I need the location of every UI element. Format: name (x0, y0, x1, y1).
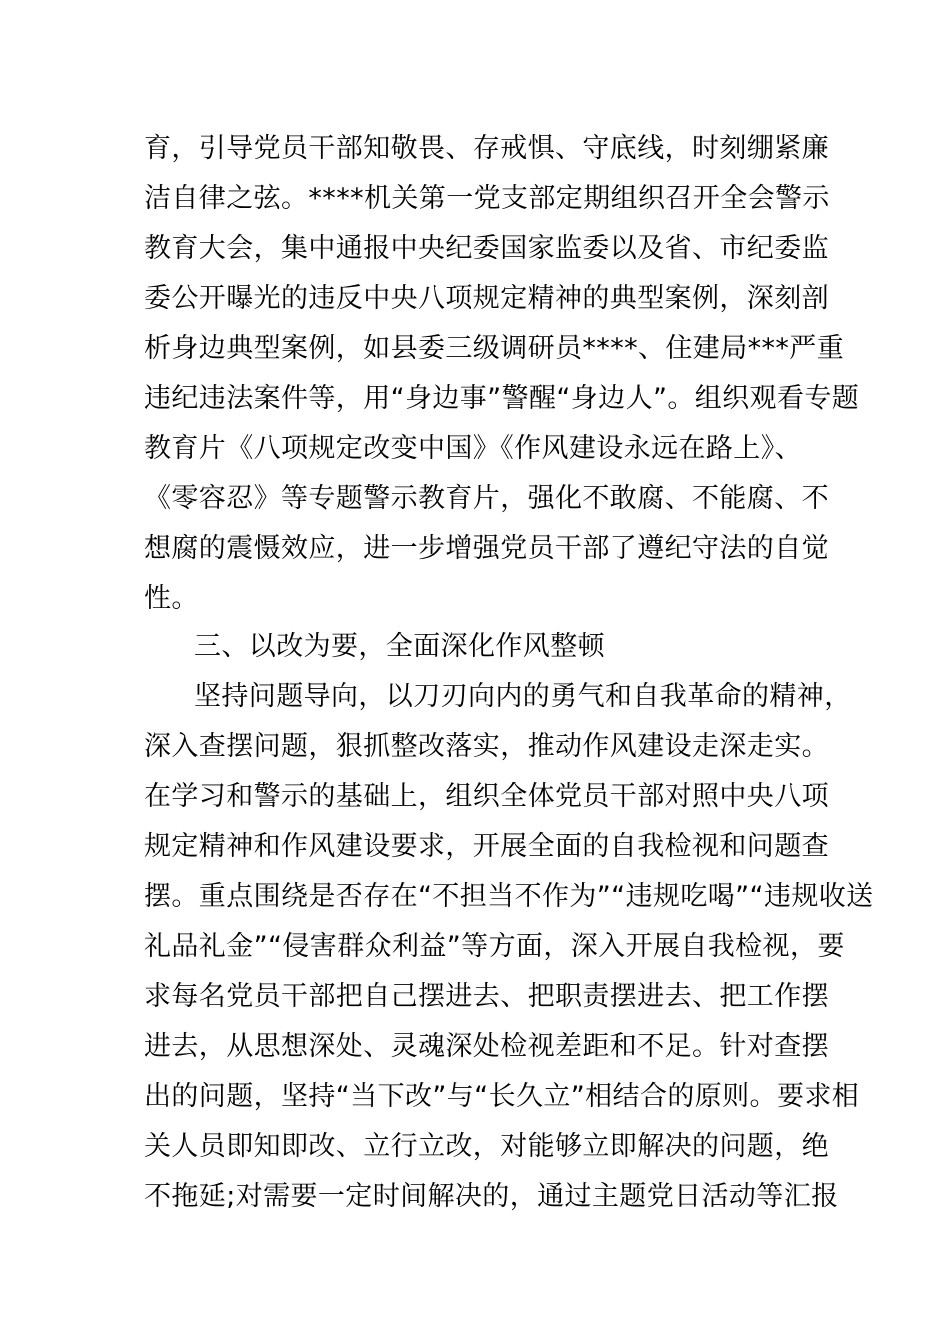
text-line: 坚持问题导向，以刀刃向内的勇气和自我革命的精神， (194, 681, 852, 712)
text-line: 出的问题，坚持“当下改”与“长久立”相结合的原则。要求相 (144, 1081, 860, 1112)
text-line: 规定精神和作风建设要求，开展全面的自我检视和问题查 (144, 831, 829, 862)
text-line: 教育片《八项规定改变中国》《作风建设永远在路上》、 (144, 433, 802, 464)
text-line: 在学习和警示的基础上，组织全体党员干部对照中央八项 (144, 781, 829, 812)
section-heading: 三、以改为要，全面深化作风整顿 (194, 631, 605, 662)
text-line: 洁自律之弦。****机关第一党支部定期组织召开全会警示 (144, 183, 830, 214)
text-line: 委公开曝光的违反中央八项规定精神的典型案例，深刻剖 (144, 283, 829, 314)
text-line: 礼品礼金”“侵害群众利益”等方面，深入开展自我检视，要 (144, 931, 845, 962)
text-line: 教育大会，集中通报中央纪委国家监委以及省、市纪委监 (144, 233, 829, 264)
text-line: 想腐的震慑效应，进一步增强党员干部了遵纪守法的自觉 (144, 533, 829, 564)
text-line: 求每名党员干部把自己摆进去、把职责摆进去、把工作摆 (144, 981, 829, 1012)
text-line: 《零容忍》等专题警示教育片，强化不敢腐、不能腐、不 (144, 483, 829, 514)
text-line: 育，引导党员干部知敬畏、存戒惧、守底线，时刻绷紧廉 (144, 133, 829, 164)
text-line: 违纪违法案件等，用“身边事”警醒“身边人”。组织观看专题 (144, 383, 860, 414)
text-line: 析身边典型案例，如县委三级调研员****、住建局***严重 (144, 333, 845, 364)
text-line: 摆。重点围绕是否存在“不担当不作为”“违规吃喝”“违规收送 (144, 881, 874, 912)
text-line: 进去，从思想深处、灵魂深处检视差距和不足。针对查摆 (144, 1031, 829, 1062)
text-line: 关人员即知即改、立行立改，对能够立即解决的问题，绝 (144, 1131, 829, 1162)
text-line: 不拖延;对需要一定时间解决的，通过主题党日活动等汇报 (144, 1181, 839, 1212)
text-line: 深入查摆问题，狠抓整改落实，推动作风建设走深走实。 (144, 731, 829, 762)
text-line: 性。 (144, 583, 199, 614)
